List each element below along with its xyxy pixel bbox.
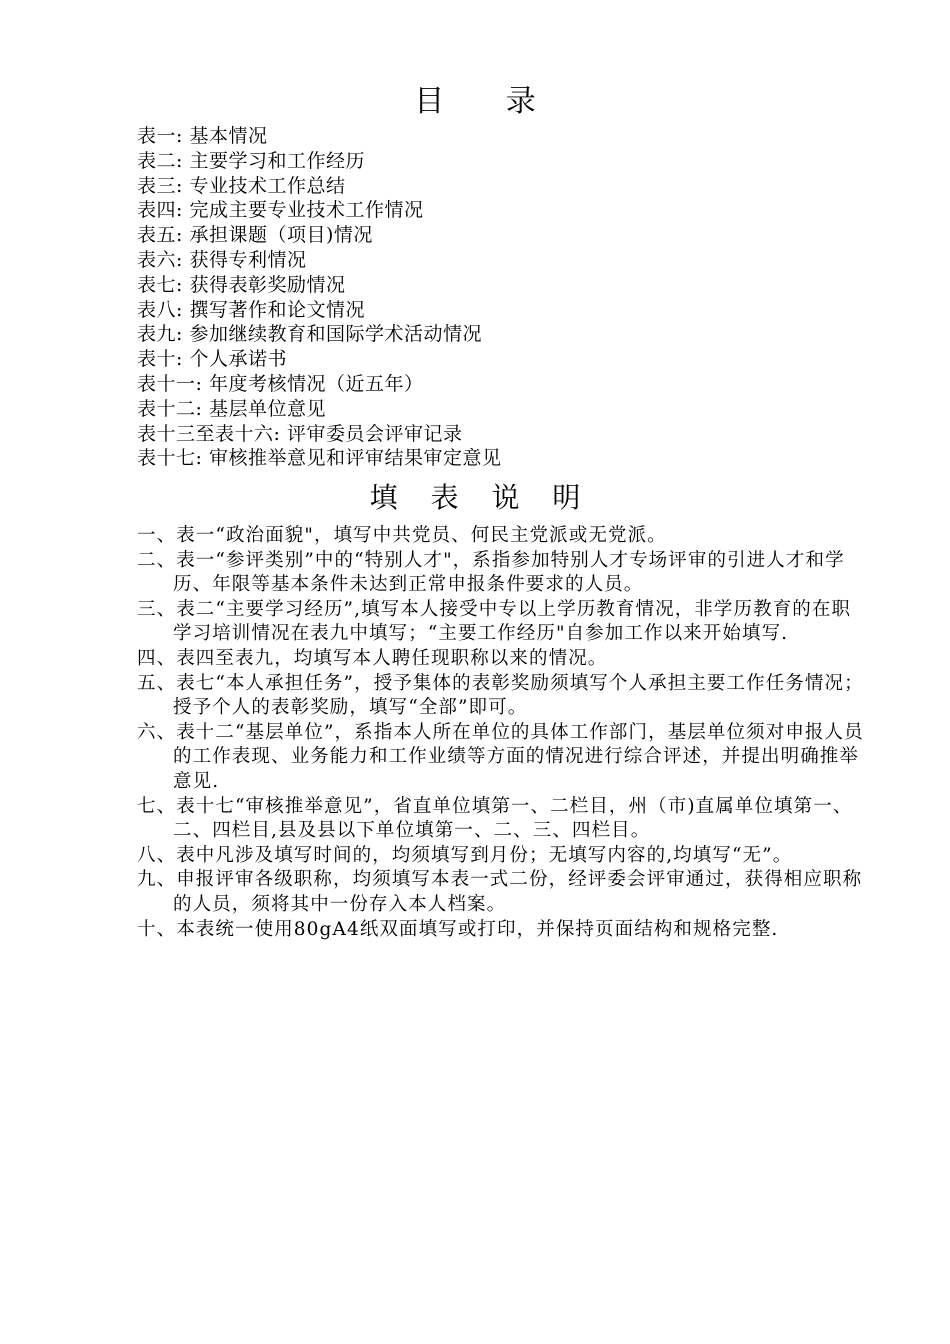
note-item: 二、表一“参评类别”中的“特别人才"，系指参加特别人才专场评审的引进人才和学历、年限等基本条件未达到正常申报条件要求的人员。 <box>137 549 845 596</box>
note-item: 八、表中凡涉及填写时间的，均须填写到月份；无填写内容的,均填写“无”。 <box>137 844 793 866</box>
toc-item: 表五: 承担课题（项目)情况 <box>137 224 373 247</box>
note-item: 一、表一“政治面貌"，填写中共党员、何民主党派或无党派。 <box>137 525 667 546</box>
note-item: 九、申报评审各级职称，均须填写本表一式二份，经评委会评审通过，获得相应职称的人员，须将其中一份存入本人档案。 <box>137 869 863 915</box>
note-item: 五、表七“本人承担任务”，授予集体的表彰奖励须填写个人承担主要工作任务情况；授予个人的表彰奖励，填写“全部”即可。 <box>137 672 864 719</box>
toc-item: 表一: 基本情况 <box>137 125 268 147</box>
toc-list <box>137 124 501 471</box>
toc-item: 表四: 完成主要专业技术工作情况 <box>137 199 424 222</box>
toc-item: 表十: 个人承诺书 <box>137 348 287 371</box>
toc-item: 表十二: 基层单位意见 <box>137 397 326 420</box>
notes-list <box>137 524 867 942</box>
toc-item: 表九: 参加继续教育和国际学术活动情况 <box>137 323 482 346</box>
toc-item: 表六: 获得专利情况 <box>137 248 307 271</box>
notes-title: 填 表 说 明 <box>369 481 593 514</box>
toc-item: 表十一: 年度考核情况（近五年） <box>137 372 424 395</box>
note-item: 六、表十二“基层单位”，系指本人所在单位的具体工作部门，基层单位须对申报人员的工作表现、业务能力和工作业绩等方面的情况进行综合评述，并提出明确推举意见. <box>137 721 864 792</box>
note-item: 十、本表统一使用80gA4纸双面填写或打印，并保持页面结构和规格完整. <box>137 918 779 940</box>
toc-item: 表七: 获得表彰奖励情况 <box>137 273 346 296</box>
toc-item: 表十七: 审核推举意见和评审结果审定意见 <box>137 447 502 470</box>
note-item: 四、表四至表九，均填写本人聘任现职称以来的情况。 <box>137 647 608 669</box>
toc-title: 目 录 <box>414 84 562 119</box>
toc-item: 表三: 专业技术工作总结 <box>137 174 346 197</box>
note-item: 三、表二“主要学习经历”,填写本人接受中专以上学历教育情况，非学历教育的在职学习培训情况在表九中填写；“主要工作经历"自参加工作以来开始填写. <box>137 598 852 645</box>
toc-item: 表十三至表十六: 评审委员会评审记录 <box>137 422 463 445</box>
toc-item: 表二: 主要学习和工作经历 <box>137 149 365 172</box>
toc-item: 表八: 撰写著作和论文情况 <box>137 298 365 321</box>
note-item: 七、表十七“审核推举意见”，省直单位填第一、二栏目，州（市)直属单位填第一、二、四栏目,县及县以下单位填第一、二、三、四栏目。 <box>137 795 853 842</box>
